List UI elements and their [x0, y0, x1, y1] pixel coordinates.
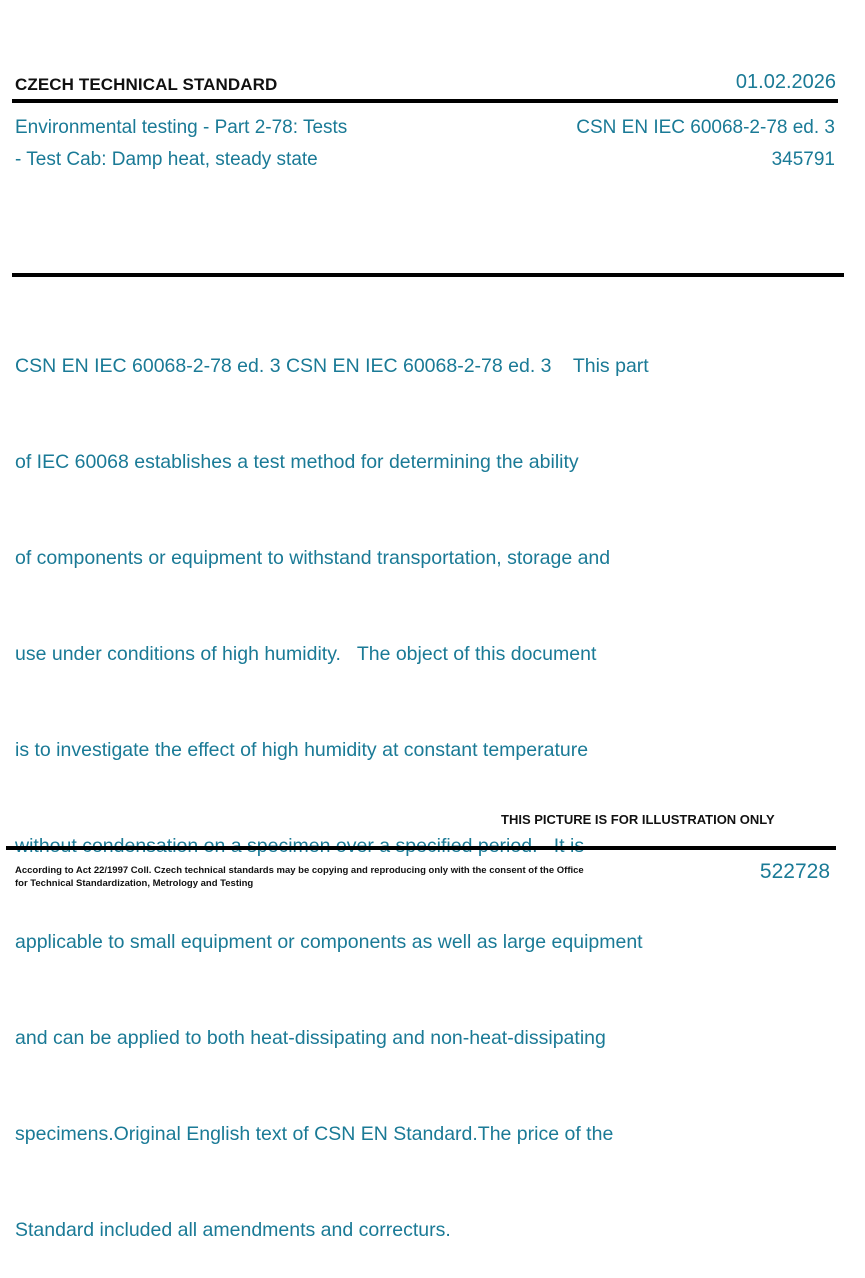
- abstract-line: use under conditions of high humidity. The object of this document: [15, 643, 597, 665]
- legal-notice: [15, 864, 615, 890]
- abstract-text: [15, 286, 725, 1278]
- abstract-line: Standard included all amendments and correcturs.: [15, 1219, 451, 1241]
- standard-title: [15, 112, 435, 176]
- abstract-line: specimens.Original English text of CSN EN Standard.The price of the: [15, 1123, 614, 1145]
- illustration-disclaimer: THIS PICTURE IS FOR ILLUSTRATION ONLY: [501, 812, 775, 827]
- abstract-line: of IEC 60068 establishes a test method for determining the ability: [15, 451, 579, 473]
- standard-title-line: Environmental testing - Part 2-78: Tests: [15, 117, 348, 138]
- abstract-line: of components or equipment to withstand transportation, storage and: [15, 547, 611, 569]
- catalog-number: 345791: [771, 149, 835, 170]
- footer-divider: [6, 846, 836, 850]
- abstract-line: is to investigate the effect of high humidity at constant temperature: [15, 739, 589, 761]
- standard-designation: CSN EN IEC 60068-2-78 ed. 3: [576, 117, 835, 138]
- legal-notice-line: for Technical Standardization, Metrology and Testing: [15, 878, 254, 889]
- publication-date: 01.02.2026: [735, 71, 836, 93]
- standard-identification: [576, 112, 835, 176]
- legal-notice-line: According to Act 22/1997 Coll. Czech technical standards may be copying and reproducing only with the consent of the Office: [15, 865, 584, 876]
- section-divider: [12, 273, 844, 277]
- standard-title-line: - Test Cab: Damp heat, steady state: [15, 149, 318, 170]
- abstract-line: applicable to small equipment or components as well as large equipment: [15, 931, 643, 953]
- abstract-line: and can be applied to both heat-dissipating and non-heat-dissipating: [15, 1027, 606, 1049]
- document-type-label: CZECH TECHNICAL STANDARD: [15, 75, 278, 94]
- footer-number: 522728: [759, 860, 830, 883]
- header-divider: [12, 99, 838, 103]
- abstract-line: CSN EN IEC 60068-2-78 ed. 3 CSN EN IEC 60068-2-78 ed. 3 This part: [15, 355, 649, 377]
